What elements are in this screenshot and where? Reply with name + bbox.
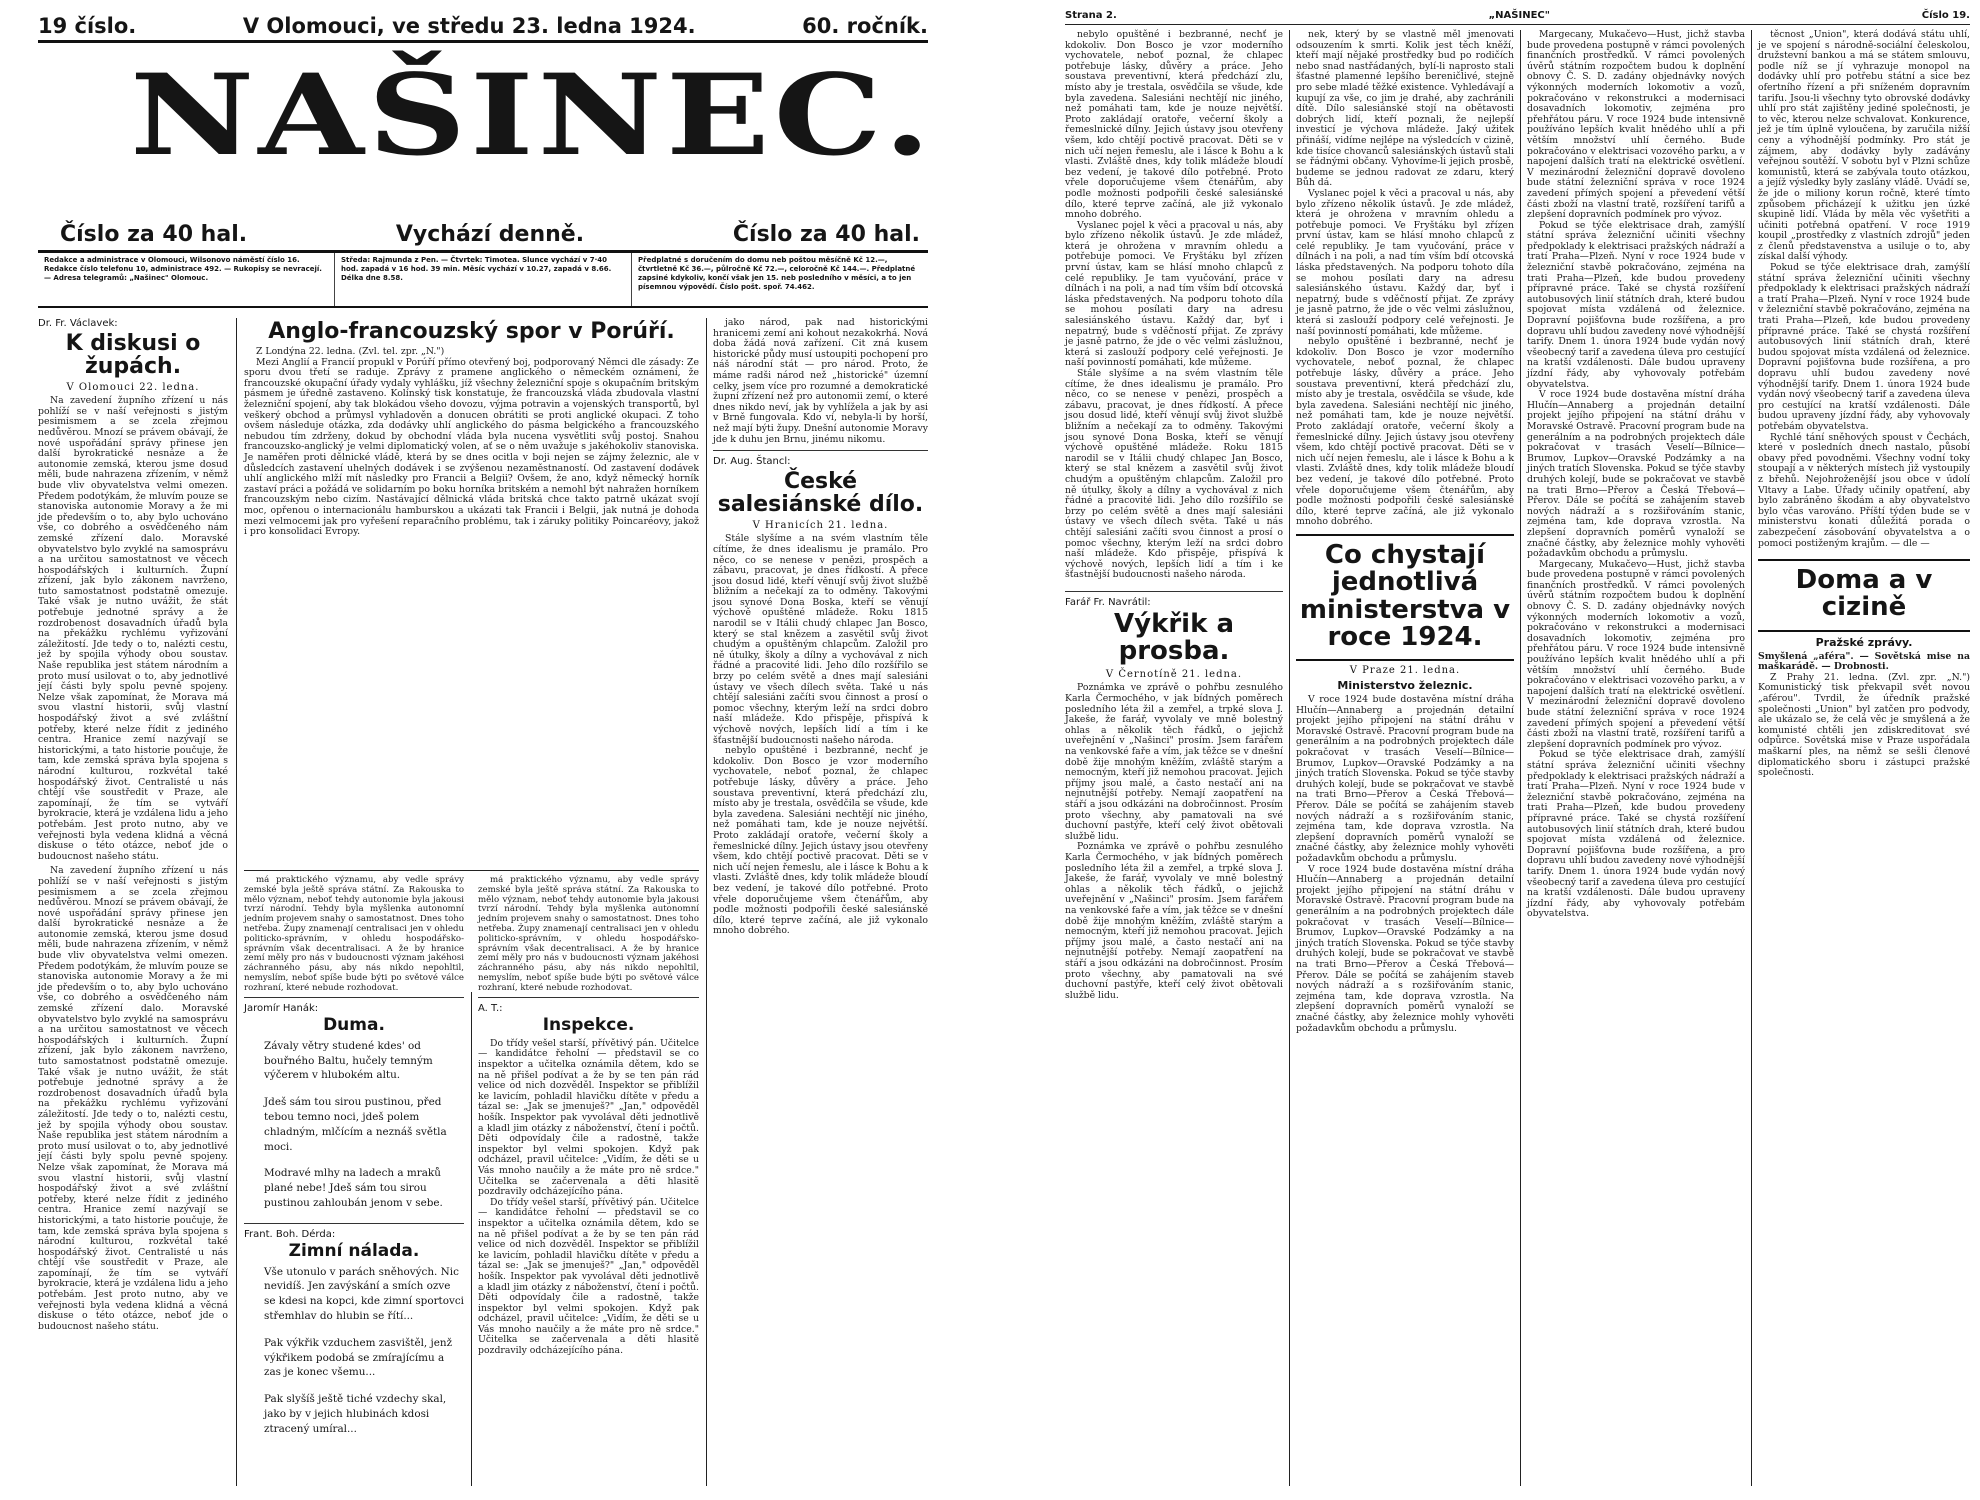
article-title: Co chystají jednotlivá ministerstva v roce 1924. <box>1299 539 1511 652</box>
column-four <box>713 318 928 1486</box>
article-zupy <box>38 318 228 1486</box>
article-subheading: Ministerstvo železnic. <box>1337 679 1473 693</box>
page-header-right: Číslo 19. <box>1921 10 1970 21</box>
article-ruhr-tail <box>244 875 464 993</box>
page-header <box>1065 10 1970 25</box>
place-date: V Olomouci, ve středu 23. ledna 1924. <box>242 14 696 38</box>
article-body: nebylo opuštěné i bezbranné, nechť je kdokoliv. Don Bosco je vzor moderního vychovatele, neboť poznal, že chlapec potřebuje lásky, důvěry a práce. Jeho soustava preventivní, která předchází zlu, místo aby je trestala, osvědčila se všude, kde byla zavedena. Salesiáni nechtějí nic jiného, než pomáhati tam, kde je nouze největší. Proto zakládají oratoře, večerní školy a řemeslnické dílny. Jejich ústavy jsou otevřeny všem, kdo chtějí poctivě pracovat. Děti se v nich učí nejen řemeslu, ale i lásce k Bohu a k vlasti. Zvláště dnes, kdy tolik mládeže bloudí bez vedení, je takové dílo potřebné. Proto vřele doporučujeme všem čtenářům, aby podle možnosti podpořili české salesiánské dílo, které teprve začíná, ale již vykonalo mnoho dobrého. <box>1296 336 1514 528</box>
poem-title: Duma. <box>323 1015 385 1035</box>
poem-title: Zimní nálada. <box>288 1240 420 1261</box>
article-body: V roce 1924 bude dostavěna místní dráha Hlučín—Annaberg a projednán detailní projekt jejího připojení na státní dráhu v Moravské Ostravě. Pracovní program bude na generálním a na podrobných projektech dále pokračovat v trasách Veselí—Bílnice—Brumov, Lupkov—Oravské Podzámky a na jiných tratích Slovenska. Pokud se týče stavby druhých kolejí, bude se pokračovat ve stavbě na trati Brno—Přerov a Česká Třebová—Přerov. Dále se počítá se zahájením staveb nových nádraží a s rozšiřováním stanic, zejména tam, kde doprava vzrostla. Na zlepšení dopravních poměrů vynaloží se značné částky, aby železnice mohly vyhověti požadavkům obchodu a průmyslu. <box>1296 694 1514 864</box>
calendar-info: Středa: Rajmunda z Pen. — Čtvrtek: Timotea. Slunce vychází v 7·40 hod. zapadá v 16 hod. 39 min. Měsíc vychází v 10.27, zapadá v 8.66. Délka dne 8.58. <box>335 253 632 306</box>
editorial-info: Redakce a administrace v Olomouci, Wilsonovo náměstí číslo 16. Redakce číslo telefonu 10, administrace 492. — Rukopisy se nevracejí. — Adresa telegramů: „Našinec" Olomouc. <box>38 253 335 306</box>
article-body: Do třídy vešel starší, přívětivý pán. Učitelce — kandidátce řeholní — představil se co inspektor a učitelka oznámila dětem, kdo se na ně přišel podívat a že by se ten pán rád velice od nich dozvěděl. Inspektor se přiblížil ke lavicím, pohladil hlavičku dítěte v předu a tázal se: „Jak se jmenuješ?" „Jan," odpověděl hošík. Inspektor pak vyvolával děti jednotlivě a kladl jim otázky z náboženství, čtení i počtů. Děti odpovídaly čile a radostně, takže inspektor byl velmi spokojen. Když pak odcházel, pravil učitelce: „Vidím, že děti se u Vás mnoho naučily a že máte pro ně srdce." Učitelka se začervenala a děti hlasitě pozdravily odcházejícího pána. <box>478 1037 699 1198</box>
masthead-subline <box>60 222 920 247</box>
column-rule <box>1289 30 1290 1486</box>
article-body: Stále slyšíme a na svém vlastním těle cítíme, že dnes idealismu je pramálo. Pro něco, co se nenese v penězi, prospěch a zábavu, pracovat, je dnes řídkostí. A přece jsou dosud lidé, kteří věnují svůj život službě bližním a nečekají za to odměny. Takovými jsou synové Dona Boska, kteří se věnují výchově opuštěné mládeže. Roku 1815 narodil se v Itálii chudý chlapec Jan Bosco, který se stal knězem a zasvětil svůj život chudým a opuštěným chlapcům. Založil pro ně útulky, školy a dílny a vychovával z nich řádné a pracovité lidi. Jeho dílo rozšířilo se brzy po celém světě a dnes mají salesiáni ústavy ve všech dílech světa. Také u nás chtějí salesiáni začíti svou činnost a prosí o pomoc všechny, kterým leží na srdci dobro naší mládeže. Kdo přispěje, přispívá k výchově nových, lepších lidí a tím i ke šťastnější budoucnosti našeho národa. <box>1065 368 1283 581</box>
divider <box>1065 591 1283 592</box>
article-body-repeat: Do třídy vešel starší, přívětivý pán. Učitelce — kandidátce řeholní — představil se co inspektor a učitelka oznámila dětem, kdo se na ně přišel podívat a že by se ten pán rád velice od nich dozvěděl. Inspektor se přiblížil ke lavicím, pohladil hlavičku dítěte v předu a tázal se: „Jak se jmenuješ?" „Jan," odpověděl hošík. Inspektor pak vyvolával děti jednotlivě a kladl jim otázky z náboženství, čtení i počtů. Děti odpovídaly čile a radostně, takže inspektor byl velmi spokojen. Když pak odcházel, pravil učitelce: „Vidím, že děti se u Vás mnoho naučily a že máte pro ně srdce." Učitelka se začervenala a děti hlasitě pozdravily odcházejícího pána. <box>478 1196 699 1357</box>
article-author: A. T.: <box>478 1003 503 1014</box>
article-dateline: V Olomouci 22. ledna. <box>66 382 200 394</box>
article-ruhr-continuation: jako národ, pak nad historickými hranicemi zemí ani kohout nezakokrhá. Nová doba žádá nová zařízení. Cit zná kusem historické půdy musí ustoupiti pochopení pro náš národní stát — pro národ. Proto, že máme radši národ než „historické" územní celky, jsem více pro rozumné a demokratické župní zřízení než pro autonomii zemí, o které dnes nikdo neví, jak by vyhlížela a jak by asi v Brně fungovala. Kdo ví, nebyla-li by horší, než mají býti župy. Dnešní autonomie Moravy jde k duhu jen Brnu, jinému nikomu. <box>713 317 928 445</box>
newspaper-title: NAŠINEC. <box>130 49 935 181</box>
poems-column <box>244 992 464 1486</box>
poem-author: Jaromír Hanák: <box>244 1003 319 1014</box>
poem-stanza: Vše utonulo v parách sněhových. Nic nevidíš. Jen zavýskání a smích ozve se kdesi na kopci, kde zimní sportovci střemhlav do hlubin se řítí... <box>264 1265 464 1323</box>
price-right: Číslo za 40 hal. <box>732 222 920 247</box>
volume-number: 60. ročník. <box>802 14 928 38</box>
ministry-headline-box <box>1296 534 1514 661</box>
inner-column-2 <box>1296 30 1514 1486</box>
section-body: Z Prahy 21. ledna. (Zvl. zpr. „N.") Komunistický tisk překvapil svět novou „aférou". Tvrdil, že úředník pražské společnosti „Union" byl zatčen pro podvody, ale ukázalo se, že celá věc je smyšlená a že komunisté chtěli jen zdiskreditovat své odpůrce. Sovětská mise v Praze uspořádala maškarní ples, na němž se sešli členové diplomatického sboru i zástupci pražské společnosti. <box>1758 671 1970 779</box>
article-body: těcnost „Union", která dodává státu uhlí, je ve spojení s národně-sociální čeleskolou, družstevní bankou a má se státem smlouvu, podle níž se jí vyhrazuje monopol na dodávky uhlí pro potřebu státní a sice bez ofertního řízení a při sníženém dopravním tarifu. Jsou-li všechny tyto obrovské dodávky uhlí pro stát zajištěny jediné společnosti, je to věc, kterou nelze schvalovat. Konkurence, jež je tím úplně vyloučena, by zaručila nižší ceny a výhodnější podmínky. Pro stát je zájmem, aby dodávky byly zadávány veřejnou soutěží. V sobotu byl v Plzni schůze komunistů, která se zabývala touto otázkou, a jejíž výsledky byly zaslány vládě. Uvádí se, že jde o miliony korun ročně, které tímto způsobem přicházejí k užitku jen úzké skupině lidí. Vláda by měla věc vyšetřiti a učiniti potřebná opatření. V roce 1919 koupil „prostředky z vlastních zdrojů" jeden z členů představenstva a usiluje o to, aby získal další výhody. <box>1758 29 1970 263</box>
poem-zimni-nalada <box>244 1265 464 1437</box>
price-left: Číslo za 40 hal. <box>60 222 248 247</box>
article-body: Pokud se týče elektrisace drah, zamýšlí státní správa železniční učiniti všechny předpoklady k elektrisaci pražských nádraží a tratí Praha—Plzeň. Nyní v roce 1924 bude v železniční stavbě pokračováno, zejména na trati Praha—Plzeň, kde budou provedeny přípravné práce. Také se chystá rozšíření autobusových linií státních drah, které budou spojovat místa vzdálená od železnice. Dopravní pojišťovna bude rozšířena, a pro dopravu uhlí budou zavedeny nové výhodnější tarify. Dnem 1. února 1924 bude vydán nový všeobecný tarif a zavedena úleva pro cestující na kratší vzdálenosti. Dále budou upraveny jízdní řády, aby vyhovovaly potřebám obyvatelstva. <box>1758 262 1970 432</box>
article-ruhr <box>244 318 699 864</box>
divider <box>244 1223 464 1224</box>
article-body: Stále slyšíme a na svém vlastním těle cítíme, že dnes idealismu je pramálo. Pro něco, co se nenese v penězi, prospěch a zábavu, pracovat, je dnes řídkostí. A přece jsou dosud lidé, kteří věnují svůj život službě bližním a nečekají za to odměny. Takovými jsou synové Dona Boska, kteří se věnují výchově opuštěné mládeže. Roku 1815 narodil se v Itálii chudý chlapec Jan Bosco, který se stal knězem a zasvětil svůj život chudým a opuštěným chlapcům. Založil pro ně útulky, školy a dílny a vychovával z nich řádné a pracovité lidi. Jeho dílo rozšířilo se brzy po celém světě a dnes mají salesiáni ústavy ve všech dílech světa. Také u nás chtějí salesiáni začíti svou činnost a prosí o pomoc všechny, kterým leží na srdci dobro naší mládeže. Kdo přispěje, přispívá k výchově nových, lepších lidí a tím i ke šťastnější budoucnosti našeho národa. <box>713 533 928 746</box>
inner-column-1 <box>1065 30 1283 1486</box>
poem-stanza: Závaly větry studené kdes' od bouřného Baltu, hučely temným výčerem v hlubokém altu. <box>264 1039 433 1082</box>
section-lead: Smyšlená „aféra". — Sovětská mise na maškarádě. — Drobnosti. <box>1758 650 1970 673</box>
article-title: Inspekce. <box>542 1015 635 1035</box>
inner-page <box>1055 0 1980 1500</box>
article-body: nebylo opuštěné i bezbranné, nechť je kdokoliv. Don Bosco je vzor moderního vychovatele, neboť poznal, že chlapec potřebuje lásky, důvěry a práce. Jeho soustava preventivní, která předchází zlu, místo aby je trestala, osvědčila se všude, kde byla zavedena. Salesiáni nechtějí nic jiného, než pomáhati tam, kde je nouze největší. Proto zakládají oratoře, večerní školy a řemeslnické dílny. Jejich ústavy jsou otevřeny všem, kdo chtějí poctivě pracovat. Děti se v nich učí nejen řemeslu, ale i lásce k Bohu a k vlasti. Zvláště dnes, kdy tolik mládeže bloudí bez vedení, je takové dílo potřebné. Proto vřele doporučujeme všem čtenářům, aby podle možnosti podpořili české salesiánské dílo, které teprve začíná, ale již vykonalo mnoho dobrého. <box>713 745 928 937</box>
article-author: Dr. Fr. Václavek: <box>38 318 118 329</box>
poem-duma <box>244 1039 464 1211</box>
article-author: Dr. Aug. Štancl: <box>713 456 791 468</box>
article-inspekce <box>478 992 699 1486</box>
column-rule <box>706 318 707 1486</box>
masthead-info-bar <box>38 250 928 308</box>
article-dateline: V Černotíně 21. ledna. <box>1105 669 1243 681</box>
column-rule <box>236 318 237 1486</box>
article-dateline: V Hranicích 21. ledna. <box>752 520 889 532</box>
poem-stanza: Pak slyšíš ještě tiché vzdechy skal, jako by v jejich hlubinách kdosi ztracený umíral... <box>264 1393 447 1435</box>
article-body: Margecany, Mukačevo—Hust, jichž stavba bude provedena postupně v rámci povolených finančních prostředků. V rámci povolených úvěrů státním rozpočtem budou k doplnění obnovy Č. S. D. zadány objednávky nových výkonných moderních lokomotiv a vozů, pokračováno v rekonstrukci a modernisaci dosavadních lokomotiv, zejména pro přehřátou páru. V roce 1924 bude intensivně používáno lepších kvalit hnědého uhlí a při větším množství uhlí černého. Bude pokračováno v elektrisaci vozového parku, a v napojení dalších tratí na elektrické osvětlení. V mezinárodní železniční dopravě dovoleno bude státní železniční správa v roce 1924 zavedení přímých spojení a převedení větší části zboží na vlastní tratě, rozšíření tarifů a zlepšení dopravních podmínek pro vývoz. <box>1527 558 1745 750</box>
article-body: Mezi Anglií a Francií propukl v Porúří přímo otevřený boj, podporovaný Němci dle zásady: Ze sporu dvou třetí se raduje. Zprávy z pramene anglického o německém oznámení, že francouzské okupační úřady vydaly vyhlášku, jíž všechny železniční spoje s okupačním britským pásmem je úředně zastaveno. Kolínský tisk konstatuje, že francouzská vláda zbudovala vlastní železniční spojení, aby tak blokádou všeho dovozu, výjma potravin a vojenských transportů, byl veškerý obchod a průmysl vyhladověn a donucen obrátiti se proti anglické okupaci. Z toho ovšem následuje otázka, zda dodávky uhlí anglického do pásma belgického a francouzského nebudou tím zdrženy, dokud by obchodní vláda byla nucena vysvětliti svůj postoj. Snahou francouzsko-anglický je velmi diplomatický volen, ať se o něm uvažuje s jakéhokoliv stanoviska. Je naměřen proti dělnické vládě, která by se dnes ocitla v boji nejen se zájmy železnic, ale v důsledcích zastavení uhelných dodávek i se zvýšenou nezaměstnaností. Od zastavení dodávek uhlí anglického mlží mít následky pro Francii a Belgii? Ovšem, že ano, když německý horník zastaví práci a požádá ve solidarním po boku horníka britském a nemohl být nahražen horníkem francouzským nebo cizím. Nastávající dělnická vláda britská chce takto patrně ukázat svojí moc, opřenou o internacionálu hamburskou a ukázati tak Francii i Belgii, jak nutná je dohoda mezi velmocemi jak pro vyřešení reparačního problému, tak i záruky politiky Poincaréovy, jakož i pro konsolidaci Evropy. <box>244 356 699 538</box>
inner-column-4 <box>1758 30 1970 1486</box>
article-title: České salesiánské dílo. <box>717 469 924 518</box>
article-body: má praktického významu, aby vedle správy zemské byla ještě správa státní. Za Rakouska to mělo význam, neboť tehdy autonomie byla jakousi tvrzí národní. Tehdy byla myšlenka autonomní jedním projevem snahy o samostatnost. Dnes toho netřeba. Župy znamenají centralisaci jen v ohledu politicko-správním, v ohledu hospodářsko-správním však decentralisaci. A že by hranice zemí měly pro nás v budoucnosti význam jakéhosi záchranného pásu, aby nás nikdo nepohltil, nemyslím, neboť spíše bude býti po světové válce rozhraní, které nebude rozhodovat. <box>478 875 699 993</box>
divider <box>478 997 699 998</box>
column-rule <box>471 992 472 1486</box>
divider <box>713 450 928 451</box>
article-body: Na zavedení župního zřízení u nás pohlíží se v naší veřejnosti s jistým pesimismem a se zcela zřejmou nedůvěrou. Mnozí se právem obávají, že nové uspořádání správy přinese jen další byrokratické nesnáze a že autonomie zemská, kterou jsme dosud měli, bude nahrazena zřízením, v němž bude vliv obyvatelstva velmi omezen. Předem podotýkám, že mluvím pouze se stanoviska autonomie Moravy a že mi jde především o to, aby bylo uchováno vše, co dobrého a osvědčeného nám zemské zřízení dalo. Moravské obyvatelstvo bylo zvyklé na samosprávu a na určitou samostatnost ve věcech hospodářských i kulturních. Župní zřízení, jak bylo zákonem navrženo, tuto samostatnost podstatně omezuje. Také však je nutno uvážit, že stát potřebuje jednotné správy a že rozdrobenost dosavadních úřadů byla na překážku rychlému vyřizování záležitostí. Jde tedy o to, nalézti cestu, jež by spojila výhody obou soustav. Naše republika jest státem národním a proto musí usilovat o to, aby jednotlivé její části byly spolu pevně spojeny. Nelze však zapomínat, že Morava má svou vlastní historii, svůj vlastní hospodářský život a své zvláštní potřeby, které nelze řídit z jediného centra. Hranice zemí nazývají se historickými, a tato historie poučuje, že tam, kde zemská správa byla spojena s národní kulturou, rozkvétal také hospodářský život. Centralisté u nás chtějí vše soustředit v Praze, ale zapomínají, že tím se vytváří byrokracie, která je vzdálena lidu a jeho potřebám. Jest proto nutno, aby ve veřejnosti byla vedena klidná a věcná diskuse o této otázce, neboť jde o budoucnost našeho státu. <box>38 395 228 862</box>
article-body-repeat: V roce 1924 bude dostavěna místní dráha Hlučín—Annaberg a projednán detailní projekt jejího připojení na státní dráhu v Moravské Ostravě. Pracovní program bude na generálním a na podrobných projektech dále pokračovat v trasách Veselí—Bílnice—Brumov, Lupkov—Oravské Podzámky a na jiných tratích Slovenska. Pokud se týče stavby druhých kolejí, bude se pokračovat ve stavbě na trati Brno—Přerov a Česká Třebová—Přerov. Dále se počítá se zahájením staveb nových nádraží a s rozšiřováním stanic, zejména tam, kde doprava vzrostla. Na zlepšení dopravních poměrů vynaloží se značné částky, aby železnice mohly vyhověti požadavkům obchodu a průmyslu. <box>1296 863 1514 1034</box>
article-body: Poznámka ve zprávě o pohřbu zesnulého Karla Čermochého, v jak bídných poměrech posledního léta žil a zemřel, a trpké slova J. Jakeše, že farář, vyvolaly ve mně bolestný ohlas a několik těch řádků, o jejichž uveřejnění v „Našinci" prosím. Jsem farářem na venkovské faře a vím, jak těžce se v dnešní době žije mnohým kněžím, zvláště starým a nemocným, kteří již nemohou pracovat. Jejich příjmy jsou malé, a často nestačí ani na nejnutnější potřeby. Nemají zaopatření na stáří a jsou odkázáni na dobročinnost. Prosím proto všechny, aby pamatovali na své duchovní pastýře, kteří celý život obětovali službě lidu. <box>1065 682 1283 842</box>
article-title: Anglo-francouzský spor v Porúří. <box>268 319 675 344</box>
article-body: Vyslanec pojel k věci a pracoval u nás, aby bylo zřízeno několik ústavů. Je zde mládež, která je ohrožena v mravním ohledu a potřebuje pomoci. Ve Fryštáku byl zřízen první ústav, kam se hlásí mnoho chlapců z celé republiky. Je tam vyučování, práce v dílnách i na poli, a nad tím vším bdí otcovská láska představených. Na podporu tohoto díla se mohou posílati dary na adresu salesiánského ústavu. Každý dar, byť i nepatrný, bude s vděčností přijat. Ze zprávy je jasně patrno, že jde o věc velmi záslužnou, která si zaslouží podpory celé veřejnosti. Je naší povinností pomáhati, kde můžeme. <box>1296 187 1514 337</box>
poem-author: Frant. Boh. Dérda: <box>244 1228 336 1240</box>
inner-column-3 <box>1527 30 1745 1486</box>
article-body: má praktického významu, aby vedle správy zemské byla ještě správa státní. Za Rakouska to mělo význam, neboť tehdy autonomie byla jakousi tvrzí národní. Tehdy byla myšlenka autonomní jedním projevem snahy o samostatnost. Dnes toho netřeba. Župy znamenají centralisaci jen v ohledu politicko-správním, v ohledu hospodářsko-správním však decentralisaci. A že by hranice zemí měly pro nás v budoucnosti význam jakéhosi záchranného pásu, aby nás nikdo nepohltil, nemyslím, neboť spíše bude býti po světové válce rozhraní, které nebude rozhodovat. <box>244 875 464 993</box>
abroad-headline-box <box>1758 559 1970 632</box>
publication-frequency: Vychází denně. <box>395 222 585 247</box>
section-rule <box>244 870 699 871</box>
article-body-repeat: Poznámka ve zprávě o pohřbu zesnulého Karla Čermochého, v jak bídných poměrech posledního léta žil a zemřel, a trpké slova J. Jakeše, že farář, vyvolaly ve mně bolestný ohlas a několik těch řádků, o jejichž uveřejnění v „Našinci" prosím. Jsem farářem na venkovské faře a vím, jak těžce se v dnešní době žije mnohým kněžím, zvláště starým a nemocným, kteří již nemohou pracovat. Jejich příjmy jsou malé, a často nestačí ani na nejnutnější potřeby. Nemají zaopatření na stáří a jsou odkázáni na dobročinnost. Prosím proto všechny, aby pamatovali na své duchovní pastýře, kteří celý život obětovali službě lidu. <box>1065 841 1283 1001</box>
article-body: Margecany, Mukačevo—Hust, jichž stavba bude provedena postupně v rámci povolených finančních prostředků. V rámci povolených úvěrů státním rozpočtem budou k doplnění obnovy Č. S. D. zadány objednávky nových výkonných moderních lokomotiv a vozů, pokračováno v rekonstrukci a modernisaci dosavadních lokomotiv, zejména pro přehřátou páru. V roce 1924 bude intensivně používáno lepších kvalit hnědého uhlí a při větším množství uhlí černého. Bude pokračováno v elektrisaci vozového parku, a v napojení dalších tratí na elektrické osvětlení. V mezinárodní železniční dopravě dovoleno bude státní železniční správa v roce 1924 zavedení přímých spojení a převedení větší části zboží na vlastní tratě, rozšíření tarifů a zlepšení dopravních podmínek pro vývoz. <box>1527 29 1745 221</box>
divider <box>244 997 464 998</box>
article-body: Pokud se týče elektrisace drah, zamýšlí státní správa železniční učiniti všechny předpoklady k elektrisaci pražských nádraží a tratí Praha—Plzeň. Nyní v roce 1924 bude v železniční stavbě pokračováno, zejména na trati Praha—Plzeň, kde budou provedeny přípravné práce. Také se chystá rozšíření autobusových linií státních drah, které budou spojovat místa vzdálená od železnice. Dopravní pojišťovna bude rozšířena, a pro dopravu uhlí budou zavedeny nové výhodnější tarify. Dnem 1. února 1924 bude vydán nový všeobecný tarif a zavedena úleva pro cestující na kratší vzdálenosti. Dále budou upraveny jízdní řády, aby vyhovovaly potřebám obyvatelstva. <box>1527 219 1745 390</box>
article-body: Pokud se týče elektrisace drah, zamýšlí státní správa železniční učiniti všechny předpoklady k elektrisaci pražských nádraží a tratí Praha—Plzeň. Nyní v roce 1924 bude v železniční stavbě pokračováno, zejména na trati Praha—Plzeň, kde budou provedeny přípravné práce. Také se chystá rozšíření autobusových linií státních drah, které budou spojovat místa vzdálená od železnice. Dopravní pojišťovna bude rozšířena, a pro dopravu uhlí budou zavedeny nové výhodnější tarify. Dnem 1. února 1924 bude vydán nový všeobecný tarif a zavedena úleva pro cestující na kratší vzdálenosti. Dále budou upraveny jízdní řády, aby vyhovovaly potřebám obyvatelstva. <box>1527 749 1745 920</box>
subscription-info: Předplatné s doručením do domu neb poštou měsíčně Kč 12.—, čtvrtletně Kč 36.—, půlročně Kč 72.—, celoročně Kč 144.—. Předplatné zapsiné kdykoliv, končí však jen 15. neb posledního v měsíci, a to jen písemnou výpovědí. Číslo pošt. spoř. 74.462. <box>638 256 916 291</box>
poem-stanza: Pak výkřik vzduchem zasvištěl, jenž výkřikem podobá se zmírajícímu a zas je konec všemu... <box>264 1336 453 1379</box>
article-title: Výkřik a prosba. <box>1114 608 1234 667</box>
issue-number: 19 číslo. <box>38 14 137 38</box>
article-body: Rychlé tání sněhových spoust v Čechách, které v posledních dnech nastalo, působí obavy před povodněmi. Všechny vodní toky stoupají a v některých místech již vystoupily z břehů. Nejohroženější jsou obce v údolí Vltavy a Labe. Úřady učinily opatření, aby bylo zabráněno škodám a aby obyvatelstvo bylo včas varováno. Příští týden bude se v ministerstvu konati důležitá porada o zabezpečení zásobování obyvatelstva a o pomoci postiženým krajům. — dle — <box>1758 431 1970 549</box>
article-body: nebylo opuštěné i bezbranné, nechť je kdokoliv. Don Bosco je vzor moderního vychovatele, neboť poznal, že chlapec potřebuje lásky, důvěry a práce. Jeho soustava preventivní, která předchází zlu, místo aby je trestala, osvědčila se všude, kde byla zavedena. Salesiáni nechtějí nic jiného, než pomáhati tam, kde je nouze největší. Proto zakládají oratoře, večerní školy a řemeslnické dílny. Jejich ústavy jsou otevřeny všem, kdo chtějí poctivě pracovat. Děti se v nich učí nejen řemeslu, ale i lásce k Bohu a k vlasti. Zvláště dnes, kdy tolik mládeže bloudí bez vedení, je takové dílo potřebné. Proto vřele doporučujeme všem čtenářům, aby podle možnosti podpořili české salesiánské dílo, které teprve začíná, ale již vykonalo mnoho dobrého. <box>1065 29 1283 221</box>
article-author: Farář Fr. Navrátil: <box>1065 596 1151 608</box>
article-title: K diskusi o župách. <box>65 331 201 380</box>
article-body: nek, který by se vlastně měl jmenovati odsouzením k smrti. Kolik jest těch kněží, kteří mají nějaké prostředky bud po rodičích nebo snad nastřádaných, bylí-li naprosto stali šťastné plamenné lepšího bereničlivé, stejně pro sebe mladé těžké existence. Vyhledávají a kupují za vše, co jim je drahé, aby zachránili dítě. Dílo salesiánské stojí na obětavosti dobrých lidí, kteří poznali, že nejlepší investicí je výchova mládeže. Jaký užitek přináší, vidíme nejlépe na výsledcích v cizině, kde tisíce chovanců salesiánských ústavů stali se řádnými občany. Vyhovíme-li jejich prosbě, budeme se jednou radovat ze zdaru, který Bůh dá. <box>1296 29 1514 189</box>
poem-stanza: Jdeš sám tou sirou pustinou, před tebou temno noci, jdeš polem chladným, mlčícím a neznáš světla moci. <box>264 1096 447 1153</box>
article-dateline: V Praze 21. ledna. <box>1349 665 1461 677</box>
article-body: Vyslanec pojel k věci a pracoval u nás, aby bylo zřízeno několik ústavů. Je zde mládež, která je ohrožena v mravním ohledu a potřebuje pomoci. Ve Fryštáku byl zřízen první ústav, kam se hlásí mnoho chlapců z celé republiky. Je tam vyučování, práce v dílnách i na poli, a nad tím vším bdí otcovská láska představených. Na podporu tohoto díla se mohou posílati dary na adresu salesiánského ústavu. Každý dar, byť i nepatrný, bude s vděčností přijat. Ze zprávy je jasně patrno, že jde o věc velmi záslužnou, která si zaslouží podpory celé veřejnosti. Je naší povinností pomáhati, kde můžeme. <box>1065 219 1283 369</box>
article-body-repeat: Na zavedení župního zřízení u nás pohlíží se v naší veřejnosti s jistým pesimismem a se zcela zřejmou nedůvěrou. Mnozí se právem obávají, že nové uspořádání správy přinese jen další byrokratické nesnáze a že autonomie zemská, kterou jsme dosud měli, bude nahrazena zřízením, v němž bude vliv obyvatelstva velmi omezen. Předem podotýkám, že mluvím pouze se stanoviska autonomie Moravy a že mi jde především o to, aby bylo uchováno vše, co dobrého a osvědčeného nám zemské zřízení dalo. Moravské obyvatelstvo bylo zvyklé na samosprávu a na určitou samostatnost ve věcech hospodářských i kulturních. Župní zřízení, jak bylo zákonem navrženo, tuto samostatnost podstatně omezuje. Také však je nutno uvážit, že stát potřebuje jednotné správy a že rozdrobenost dosavadních úřadů byla na překážku rychlému vyřizování záležitostí. Jde tedy o to, nalézti cestu, jež by spojila výhody obou soustav. Naše republika jest státem národním a proto musí usilovat o to, aby jednotlivé její části byly spolu pevně spojeny. Nelze však zapomínat, že Morava má svou vlastní historii, svůj vlastní hospodářský život a své zvláštní potřeby, které nelze řídit z jediného centra. Hranice zemí nazývají se historickými, a tato historie poučuje, že tam, kde zemská správa byla spojena s národní kulturou, rozkvétal také hospodářský život. Centralisté u nás chtějí vše soustředit v Praze, ale zapomínají, že tím se vytváří byrokracie, která je vzdálena lidu a jeho potřebám. Jest proto nutno, aby ve veřejnosti byla vedena klidná a věcná diskuse o této otázce, neboť jde o budoucnost našeho státu. <box>38 865 228 1332</box>
page-header-left: Strana 2. <box>1065 10 1117 21</box>
article-ruhr-tail-2 <box>478 875 699 993</box>
section-title: Doma a v cizině <box>1795 565 1933 623</box>
poem-stanza: Modravé mlhy na ladech a mraků plané nebe! Jdeš sám tou sirou pustinou zahloubán jenom v sebe. <box>264 1167 443 1210</box>
article-dateline: Z Londýna 22. ledna. (Zvl. tel. zpr. „N.") <box>256 346 445 358</box>
masthead-topline <box>38 14 928 43</box>
section-subheading: Pražské zprávy. <box>1815 635 1913 649</box>
column-rule <box>1520 30 1521 1486</box>
article-body: V roce 1924 bude dostavěna místní dráha Hlučín—Annaberg a projednán detailní projekt jejího připojení na státní dráhu v Moravské Ostravě. Pracovní program bude na generálním a na podrobných projektech dále pokračovat v trasách Veselí—Bílnice—Brumov, Lupkov—Oravské Podzámky a na jiných tratích Slovenska. Pokud se týče stavby druhých kolejí, bude se pokračovat ve stavbě na trati Brno—Přerov a Česká Třebová—Přerov. Dále se počítá se zahájením staveb nových nádraží a s rozšiřováním stanic, zejména tam, kde doprava vzrostla. Na zlepšení dopravních poměrů vynaloží se značné částky, aby železnice mohly vyhověti požadavkům obchodu a průmyslu. <box>1527 389 1745 560</box>
page-gutter <box>990 0 1055 1500</box>
column-rule <box>1751 30 1752 1486</box>
page-header-center: „NAŠINEC" <box>1488 10 1550 21</box>
